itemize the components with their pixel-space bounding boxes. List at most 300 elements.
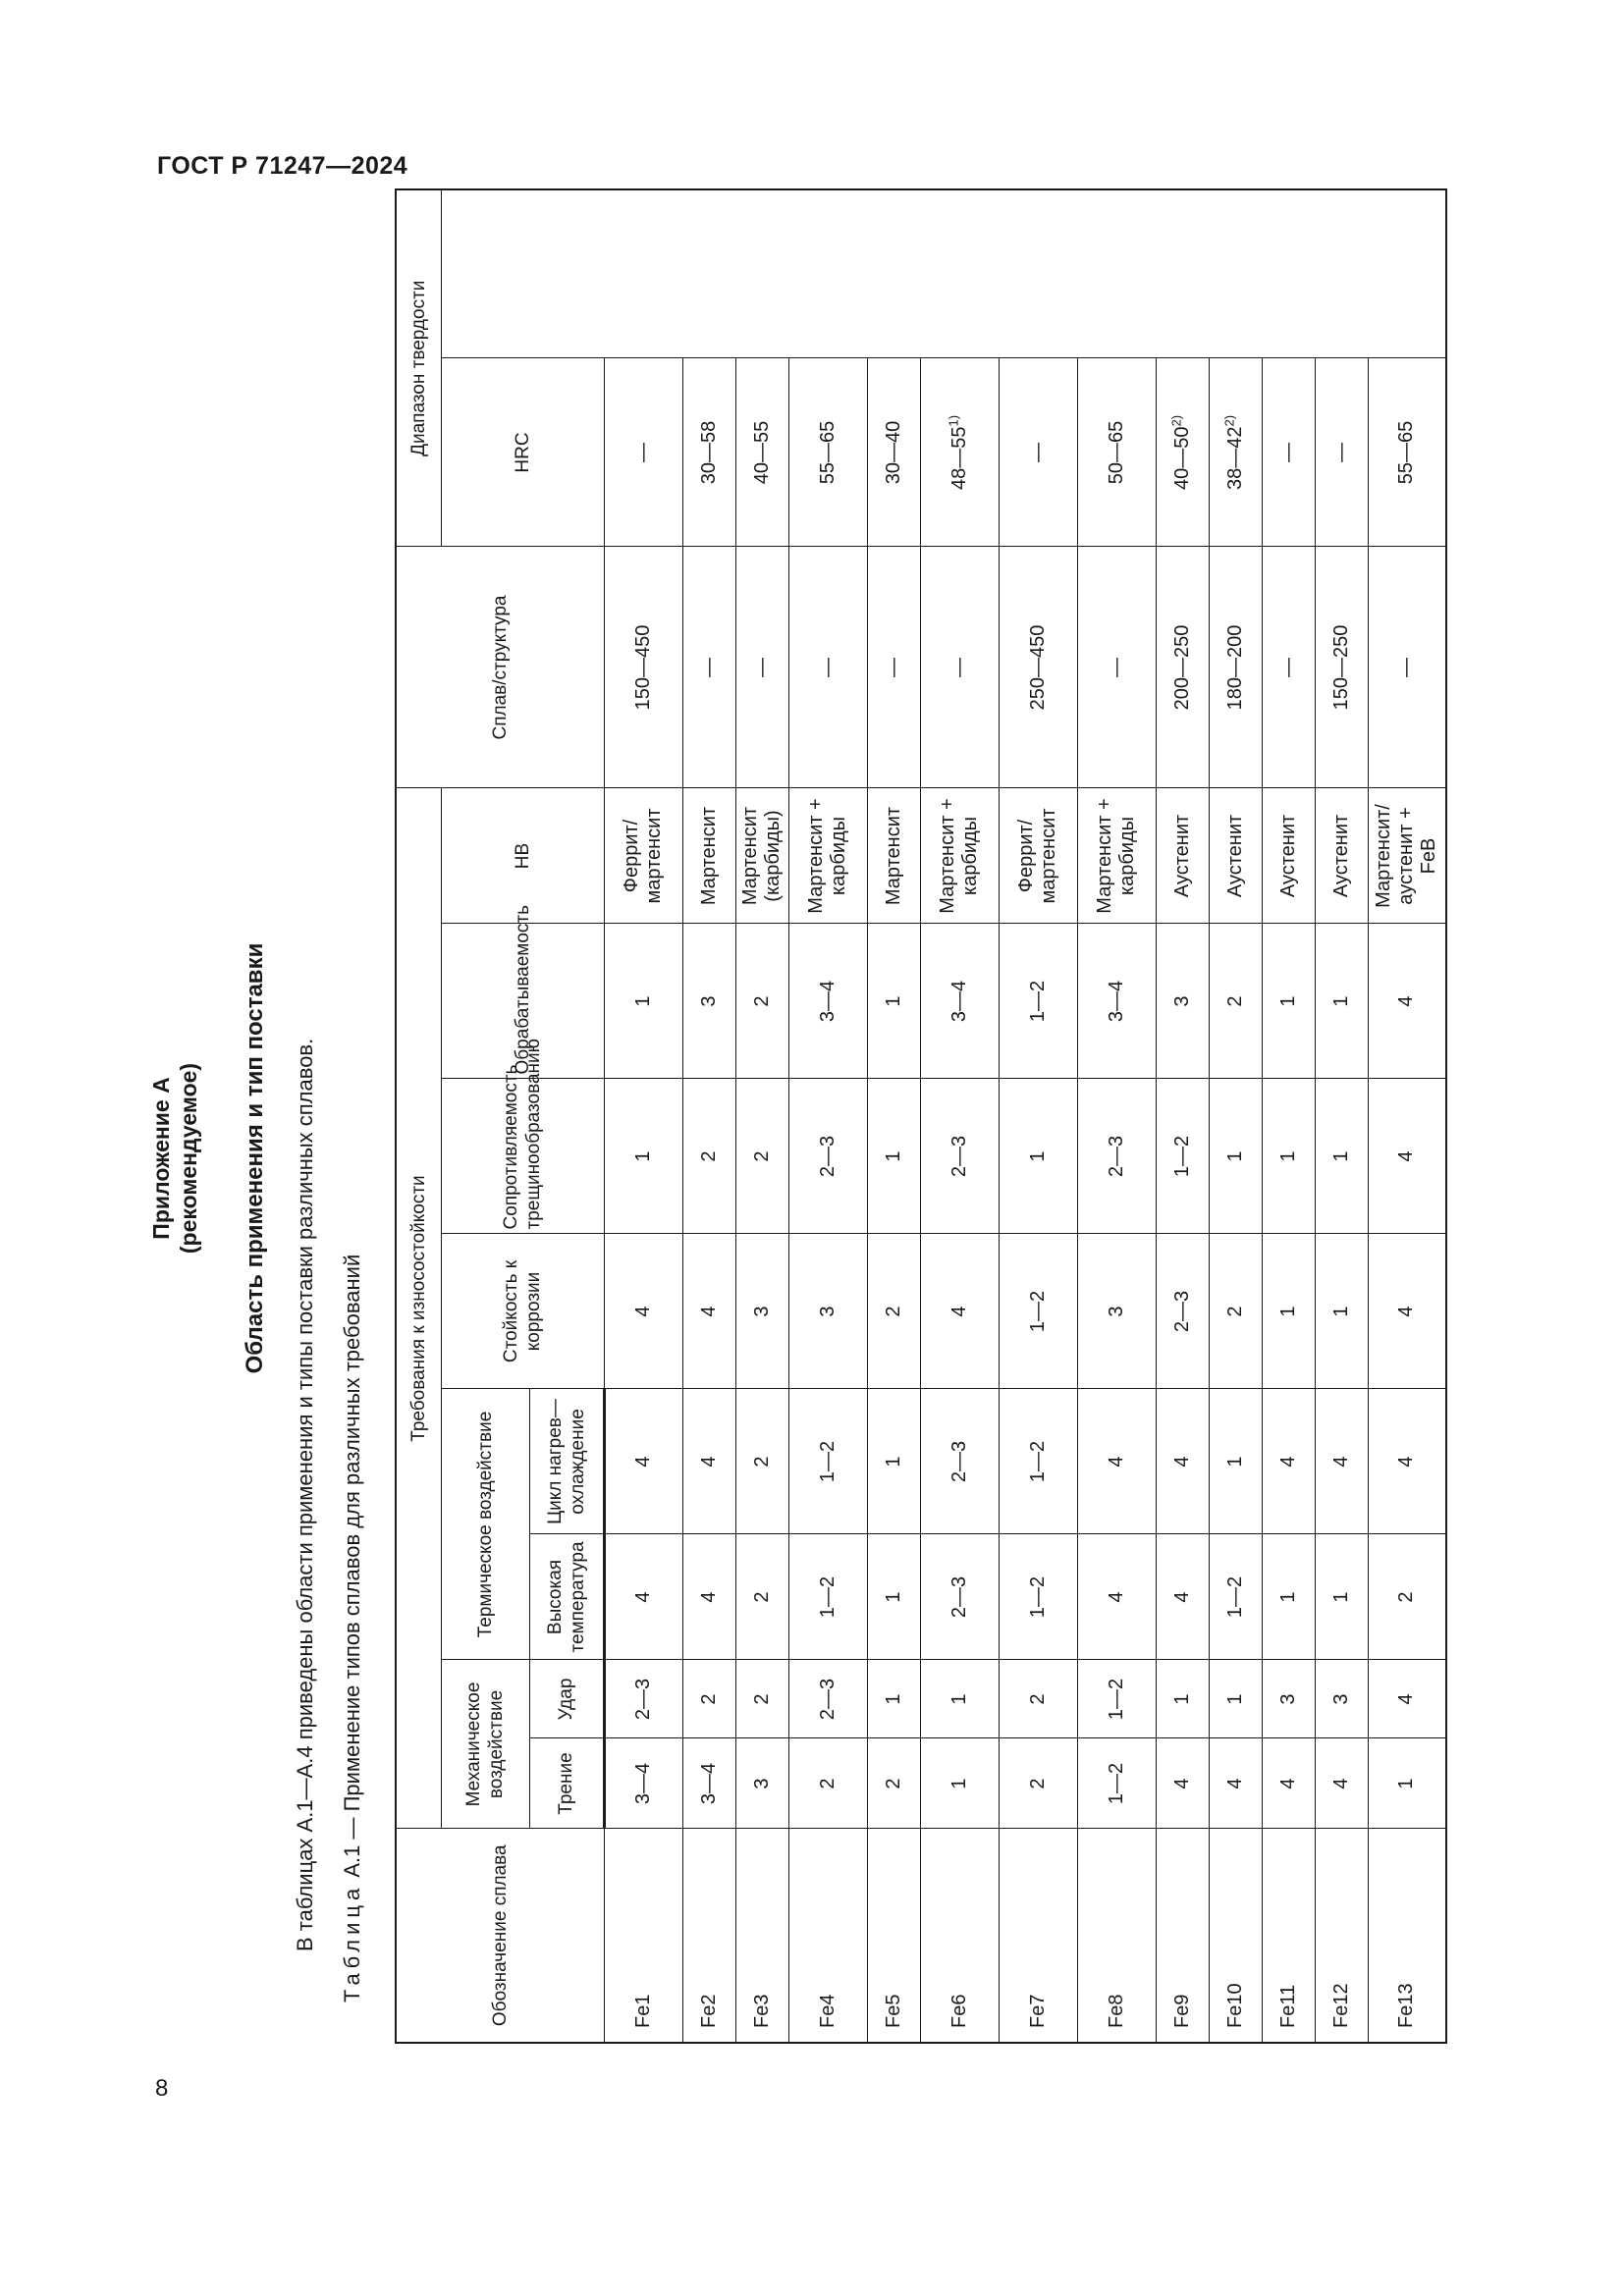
cell-value: 2—3 xyxy=(816,1135,839,1178)
cell-friction xyxy=(788,1738,867,1829)
cell-value: 4 xyxy=(1395,1150,1418,1162)
cell-hrc xyxy=(1209,358,1262,547)
cell-value: 2—3 xyxy=(1105,1135,1127,1178)
annex-subtitle: (рекомендуемое) xyxy=(176,1062,201,1255)
cell-heat-cycle xyxy=(920,1389,999,1534)
cell-high-temp xyxy=(867,1534,920,1660)
header-mechanical: Механическое воздействие xyxy=(441,1660,529,1829)
cell-cracking xyxy=(788,1079,867,1234)
header-heat-cycle: Цикл нагрев—охлаждение xyxy=(529,1389,604,1534)
cell-corrosion xyxy=(788,1234,867,1389)
cell-value: 4 xyxy=(947,1306,970,1317)
cell-value: 1 xyxy=(882,995,904,1007)
cell-hrc xyxy=(1077,358,1156,547)
cell-hrc xyxy=(920,358,999,547)
cell-hrc xyxy=(1156,358,1209,547)
cell-value: 4 xyxy=(697,1456,720,1468)
cell-corrosion xyxy=(1077,1234,1156,1389)
cell-machinability xyxy=(682,924,735,1079)
cell-hb xyxy=(604,547,682,788)
cell-structure xyxy=(920,788,999,924)
cell-value: 1 xyxy=(1276,1306,1299,1317)
cell-value: — xyxy=(816,658,839,677)
cell-friction xyxy=(1156,1738,1209,1829)
cell-value: 1 xyxy=(1329,1150,1352,1162)
table-caption-prefix: Таблица xyxy=(340,1883,364,2002)
cell-name xyxy=(1209,1829,1262,2043)
cell-value: 2 xyxy=(1223,1306,1246,1317)
cell-value: 4 xyxy=(1170,1778,1193,1789)
cell-corrosion xyxy=(867,1234,920,1389)
cell-heat-cycle xyxy=(1315,1389,1368,1534)
cell-value: Fe9 xyxy=(1170,1994,1193,2028)
cell-hrc xyxy=(788,358,867,547)
cell-value: 4 xyxy=(1276,1456,1299,1468)
cell-value: Fe1 xyxy=(631,1994,654,2028)
cell-heat-cycle xyxy=(867,1389,920,1534)
cell-value: Fe11 xyxy=(1276,1984,1299,2028)
cell-value: Fe7 xyxy=(1026,1994,1049,2028)
cell-value: 4 xyxy=(1223,1778,1246,1789)
cell-hrc xyxy=(1262,358,1315,547)
cell-cracking xyxy=(1368,1079,1446,1234)
cell-value: 4 xyxy=(632,1456,654,1468)
cell-value: 4 xyxy=(632,1591,654,1603)
cell-impact xyxy=(604,1660,682,1738)
cell-value: — xyxy=(697,658,720,677)
cell-corrosion xyxy=(1315,1234,1368,1389)
cell-corrosion xyxy=(604,1234,682,1389)
table-caption xyxy=(340,1255,365,2002)
cell-value: 1—2 xyxy=(1105,1678,1127,1721)
table-row xyxy=(682,189,735,2043)
cell-value: 1 xyxy=(1329,1591,1352,1603)
cell-friction xyxy=(999,1738,1077,1829)
cell-value: Мартенсит + карбиды xyxy=(937,798,981,914)
cell-value: 200—250 xyxy=(1170,624,1193,711)
cell-structure xyxy=(867,788,920,924)
cell-structure xyxy=(1368,788,1446,924)
cell-value: Мартенсит (карбиды) xyxy=(739,806,784,906)
cell-hb xyxy=(920,547,999,788)
cell-value: — xyxy=(1329,443,1352,462)
cell-value: 150—250 xyxy=(1329,624,1352,711)
cell-friction xyxy=(735,1738,788,1829)
cell-hb xyxy=(1077,547,1156,788)
table-body xyxy=(604,189,1446,2043)
cell-name xyxy=(1156,1829,1209,2043)
cell-high-temp xyxy=(920,1534,999,1660)
cell-hrc xyxy=(1315,358,1368,547)
cell-heat-cycle xyxy=(604,1389,682,1534)
cell-corrosion xyxy=(682,1234,735,1389)
cell-value: — xyxy=(750,658,773,677)
cell-corrosion xyxy=(1262,1234,1315,1389)
cell-value: Fe8 xyxy=(1105,1994,1127,2028)
cell-cracking xyxy=(1156,1079,1209,1234)
cell-value: Fe3 xyxy=(750,1994,773,2028)
cell-value: 3—4 xyxy=(947,980,970,1023)
cell-structure xyxy=(1315,788,1368,924)
cell-value: Мартенсит + карбиды xyxy=(1094,798,1138,914)
cell-value: 1 xyxy=(947,1778,970,1789)
cell-value: 2—3 xyxy=(947,1575,970,1619)
cell-corrosion xyxy=(1209,1234,1262,1389)
cell-value: 4 xyxy=(1395,995,1418,1007)
cell-heat-cycle xyxy=(682,1389,735,1534)
header-machinability: Обрабатываемость xyxy=(441,924,604,1079)
cell-corrosion xyxy=(735,1234,788,1389)
cell-name xyxy=(999,1829,1077,2043)
cell-impact xyxy=(999,1660,1077,1738)
alloy-table xyxy=(395,188,1447,2044)
cell-high-temp xyxy=(1315,1534,1368,1660)
cell-value: 1 xyxy=(1329,995,1352,1007)
cell-value: 2 xyxy=(882,1306,904,1317)
cell-value: 1 xyxy=(882,1693,904,1705)
cell-value: 3 xyxy=(750,1778,773,1789)
cell-hrc xyxy=(735,358,788,547)
cell-value: 4 xyxy=(697,1306,720,1317)
cell-value: 1 xyxy=(1223,1456,1246,1468)
cell-name xyxy=(1077,1829,1156,2043)
header-corrosion: Стойкость к коррозии xyxy=(441,1234,604,1389)
cell-value: 30—58 xyxy=(697,420,720,485)
table-row xyxy=(999,189,1077,2043)
cell-value: Феррит/мартенсит xyxy=(1015,808,1059,904)
header-hrc: HRC xyxy=(441,358,604,547)
cell-value: — xyxy=(1276,658,1299,677)
cell-structure xyxy=(604,788,682,924)
cell-value: 48—55 xyxy=(947,426,970,491)
cell-hb xyxy=(1156,547,1209,788)
cell-name xyxy=(1315,1829,1368,2043)
cell-cracking xyxy=(1209,1079,1262,1234)
cell-name xyxy=(682,1829,735,2043)
table-row xyxy=(1315,189,1368,2043)
cell-hrc xyxy=(682,358,735,547)
cell-value: 2 xyxy=(750,1150,773,1162)
cell-impact xyxy=(1156,1660,1209,1738)
footnote-marker: 2) xyxy=(1167,414,1183,427)
cell-heat-cycle xyxy=(1077,1389,1156,1534)
cell-value: 1 xyxy=(1329,1306,1352,1317)
cell-machinability xyxy=(604,924,682,1079)
cell-hb xyxy=(867,547,920,788)
cell-value: — xyxy=(882,658,904,677)
cell-cracking xyxy=(735,1079,788,1234)
footnote-marker: 2) xyxy=(1220,414,1236,427)
cell-impact xyxy=(788,1660,867,1738)
cell-structure xyxy=(1077,788,1156,924)
cell-cracking xyxy=(682,1079,735,1234)
cell-value: 55—65 xyxy=(816,420,839,485)
cell-corrosion xyxy=(1368,1234,1446,1389)
cell-machinability xyxy=(1156,924,1209,1079)
cell-heat-cycle xyxy=(999,1389,1077,1534)
cell-value: Fe5 xyxy=(882,1994,904,2028)
cell-hb xyxy=(682,547,735,788)
cell-cracking xyxy=(604,1079,682,1234)
cell-value: Аустенит xyxy=(1329,814,1352,898)
cell-value: 1—2 xyxy=(1170,1135,1193,1178)
cell-value: 1 xyxy=(882,1456,904,1468)
cell-value: — xyxy=(947,658,970,677)
cell-value: 1 xyxy=(1276,1150,1299,1162)
cell-name xyxy=(1368,1829,1446,2043)
cell-heat-cycle xyxy=(1209,1389,1262,1534)
cell-impact xyxy=(1262,1660,1315,1738)
cell-high-temp xyxy=(1209,1534,1262,1660)
cell-high-temp xyxy=(1156,1534,1209,1660)
cell-value: 1 xyxy=(1223,1150,1246,1162)
cell-value: 3 xyxy=(1170,995,1193,1007)
cell-value: 2 xyxy=(750,1456,773,1468)
cell-hrc xyxy=(999,358,1077,547)
cell-corrosion xyxy=(920,1234,999,1389)
cell-value: 2 xyxy=(1223,995,1246,1007)
cell-friction xyxy=(604,1738,682,1829)
cell-value: 1—2 xyxy=(1026,1290,1049,1333)
cell-value: 4 xyxy=(1105,1456,1127,1468)
cell-value: 1—2 xyxy=(816,1575,839,1619)
cell-impact xyxy=(920,1660,999,1738)
cell-value: 2 xyxy=(1026,1778,1049,1789)
cell-cracking xyxy=(867,1079,920,1234)
table-row xyxy=(788,189,867,2043)
cell-value: 2—3 xyxy=(816,1678,839,1721)
cell-friction xyxy=(920,1738,999,1829)
cell-value: 3 xyxy=(1105,1306,1127,1317)
cell-friction xyxy=(1262,1738,1315,1829)
table-caption-text: А.1 — Применение типов сплавов для различных требований xyxy=(340,1254,364,1884)
cell-value: 3—4 xyxy=(697,1762,720,1805)
cell-name xyxy=(867,1829,920,2043)
cell-structure xyxy=(999,788,1077,924)
cell-value: Аустенит xyxy=(1170,814,1193,898)
header-alloy: Обозначение сплава xyxy=(396,1829,604,2043)
cell-machinability xyxy=(920,924,999,1079)
cell-value: 1 xyxy=(1026,1150,1049,1162)
cell-value: 4 xyxy=(697,1591,720,1603)
header-high-temp: Высокая температура xyxy=(529,1534,604,1660)
cell-name xyxy=(788,1829,867,2043)
cell-value: Fe6 xyxy=(947,1994,970,2028)
cell-hrc xyxy=(604,358,682,547)
cell-cracking xyxy=(1077,1079,1156,1234)
cell-machinability xyxy=(735,924,788,1079)
cell-hrc xyxy=(1368,358,1446,547)
cell-name xyxy=(920,1829,999,2043)
cell-value: 4 xyxy=(1276,1778,1299,1789)
cell-value: 4 xyxy=(1395,1693,1418,1705)
cell-value: — xyxy=(631,443,654,462)
cell-value: 4 xyxy=(1329,1778,1352,1789)
cell-friction xyxy=(1368,1738,1446,1829)
header-cracking: Сопротивляемость трещинообразованию xyxy=(441,1079,604,1234)
table-row xyxy=(1209,189,1262,2043)
cell-hb xyxy=(1209,547,1262,788)
cell-value: 4 xyxy=(1395,1306,1418,1317)
header-impact: Удар xyxy=(529,1660,604,1738)
cell-value: Fe10 xyxy=(1223,1983,1246,2028)
cell-value: 3 xyxy=(1329,1693,1352,1705)
cell-value: 1 xyxy=(1223,1693,1246,1705)
cell-value: 1—2 xyxy=(1026,980,1049,1023)
cell-heat-cycle xyxy=(1156,1389,1209,1534)
header-hb: НВ xyxy=(441,788,604,924)
cell-impact xyxy=(867,1660,920,1738)
cell-value: 2 xyxy=(697,1693,720,1705)
cell-value: 2 xyxy=(1395,1591,1418,1603)
cell-machinability xyxy=(999,924,1077,1079)
table-row xyxy=(1368,189,1446,2043)
cell-value: 40—55 xyxy=(750,420,773,485)
cell-value: 150—450 xyxy=(631,624,654,711)
cell-value: 2—3 xyxy=(1170,1290,1193,1333)
cell-hb xyxy=(788,547,867,788)
cell-value: 1—2 xyxy=(816,1440,839,1483)
cell-value: Мартенсит xyxy=(697,806,720,906)
cell-value: — xyxy=(1395,658,1418,677)
cell-heat-cycle xyxy=(1262,1389,1315,1534)
cell-value: 4 xyxy=(1395,1456,1418,1468)
cell-value: 2—3 xyxy=(947,1440,970,1483)
cell-high-temp xyxy=(1262,1534,1315,1660)
cell-structure xyxy=(788,788,867,924)
cell-high-temp xyxy=(735,1534,788,1660)
cell-value: 2—3 xyxy=(947,1135,970,1178)
cell-machinability xyxy=(1368,924,1446,1079)
cell-value: 1 xyxy=(1395,1778,1418,1789)
cell-corrosion xyxy=(1156,1234,1209,1389)
cell-value: 3—4 xyxy=(1105,980,1127,1023)
cell-value: 30—40 xyxy=(882,420,904,485)
cell-impact xyxy=(682,1660,735,1738)
cell-cracking xyxy=(1315,1079,1368,1234)
cell-value: 3—4 xyxy=(816,980,839,1023)
table-row xyxy=(604,189,682,2043)
rotated-content xyxy=(148,216,1443,2101)
cell-value: 1—2 xyxy=(1105,1762,1127,1805)
header-wear-requirements: Требования к износостойкости xyxy=(396,788,441,1829)
cell-high-temp xyxy=(999,1534,1077,1660)
cell-hb xyxy=(735,547,788,788)
cell-value: 2 xyxy=(697,1150,720,1162)
cell-friction xyxy=(1315,1738,1368,1829)
cell-hb xyxy=(1368,547,1446,788)
cell-machinability xyxy=(788,924,867,1079)
cell-heat-cycle xyxy=(735,1389,788,1534)
cell-hrc xyxy=(867,358,920,547)
cell-high-temp xyxy=(1368,1534,1446,1660)
header-structure: Сплав/структура xyxy=(396,547,604,788)
cell-name xyxy=(604,1829,682,2043)
cell-value: — xyxy=(1026,443,1049,462)
cell-value: 38—42 xyxy=(1223,426,1246,491)
cell-friction xyxy=(1077,1738,1156,1829)
cell-machinability xyxy=(1077,924,1156,1079)
cell-value: 1 xyxy=(882,1150,904,1162)
cell-friction xyxy=(867,1738,920,1829)
section-title: Область применения и тип поставки xyxy=(242,942,268,1374)
header-friction: Трение xyxy=(529,1738,604,1829)
footnote-marker: 1) xyxy=(945,414,960,427)
cell-value: 2 xyxy=(1026,1693,1049,1705)
document-id: ГОСТ Р 71247—2024 xyxy=(157,152,408,180)
cell-friction xyxy=(1209,1738,1262,1829)
cell-value: Fe13 xyxy=(1395,1983,1418,2028)
cell-value: 1 xyxy=(631,1150,654,1162)
cell-value: 1 xyxy=(1170,1693,1193,1705)
cell-value: 3 xyxy=(1276,1693,1299,1705)
cell-value: 2 xyxy=(882,1778,904,1789)
cell-heat-cycle xyxy=(788,1389,867,1534)
cell-hb xyxy=(1315,547,1368,788)
cell-cracking xyxy=(1262,1079,1315,1234)
cell-value: 2 xyxy=(750,1693,773,1705)
cell-value: 1—2 xyxy=(1026,1575,1049,1619)
cell-high-temp xyxy=(788,1534,867,1660)
cell-value: Аустенит xyxy=(1223,814,1246,898)
cell-value: 1 xyxy=(631,995,654,1007)
cell-impact xyxy=(1209,1660,1262,1738)
cell-value: 250—450 xyxy=(1026,624,1049,711)
cell-impact xyxy=(1077,1660,1156,1738)
cell-machinability xyxy=(1262,924,1315,1079)
table-row xyxy=(867,189,920,2043)
cell-value: — xyxy=(1276,443,1299,462)
table-row xyxy=(1262,189,1315,2043)
cell-hb xyxy=(999,547,1077,788)
cell-impact xyxy=(1315,1660,1368,1738)
header-thermal: Термическое воздействие xyxy=(441,1389,529,1660)
cell-value: 1 xyxy=(947,1693,970,1705)
cell-corrosion xyxy=(999,1234,1077,1389)
cell-value: 2—3 xyxy=(632,1678,654,1721)
cell-value: 3 xyxy=(816,1306,839,1317)
cell-name xyxy=(1262,1829,1315,2043)
cell-impact xyxy=(1368,1660,1446,1738)
cell-structure xyxy=(1209,788,1262,924)
cell-value: 2 xyxy=(816,1778,839,1789)
cell-value: 1—2 xyxy=(1223,1575,1246,1619)
cell-structure xyxy=(1262,788,1315,924)
cell-value: 50—65 xyxy=(1105,420,1127,485)
cell-high-temp xyxy=(604,1534,682,1660)
intro-paragraph: В таблицах А.1—А.4 приведены области применения и типы поставки различных сплавов. xyxy=(293,1038,317,1951)
cell-machinability xyxy=(867,924,920,1079)
cell-heat-cycle xyxy=(1368,1389,1446,1534)
cell-structure xyxy=(1156,788,1209,924)
cell-value: — xyxy=(1105,658,1127,677)
cell-value: 1 xyxy=(882,1591,904,1603)
cell-value: 40—50 xyxy=(1170,426,1193,491)
cell-value: Fe12 xyxy=(1329,1983,1352,2028)
cell-value: Феррит/мартенсит xyxy=(621,808,665,904)
cell-value: 3 xyxy=(697,995,720,1007)
table-row xyxy=(735,189,788,2043)
cell-value: 4 xyxy=(1170,1456,1193,1468)
cell-cracking xyxy=(999,1079,1077,1234)
cell-structure xyxy=(735,788,788,924)
cell-cracking xyxy=(920,1079,999,1234)
cell-machinability xyxy=(1209,924,1262,1079)
cell-high-temp xyxy=(682,1534,735,1660)
cell-value: 1 xyxy=(1276,1591,1299,1603)
cell-value: Fe2 xyxy=(697,1994,720,2028)
cell-value: Мартенсит xyxy=(882,806,904,906)
